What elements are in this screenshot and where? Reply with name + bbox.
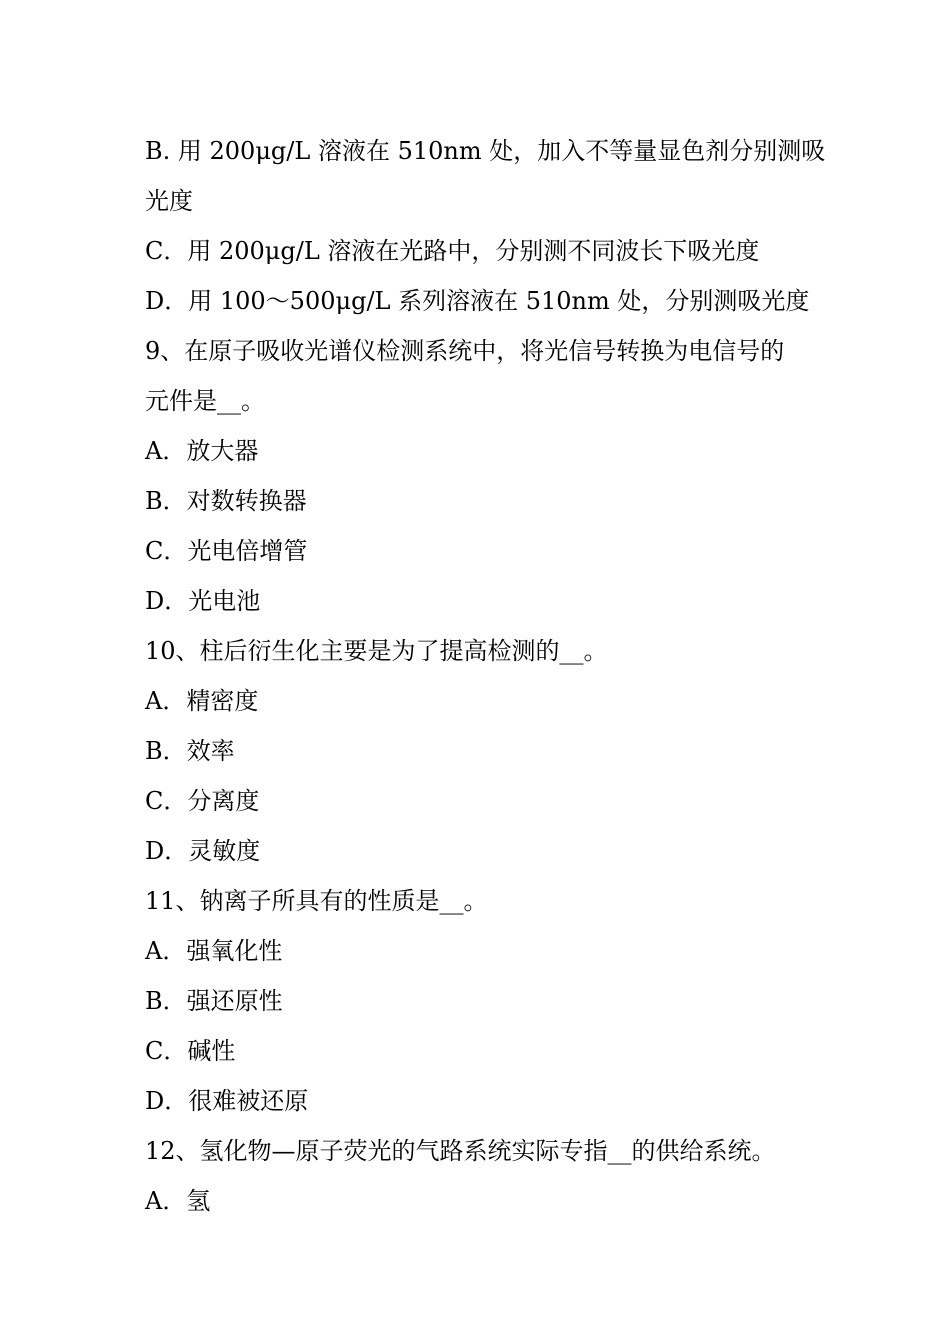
question-9-option-a: A．放大器 — [145, 437, 259, 465]
question-9-line1: 9、在原子吸收光谱仪检测系统中，将光信号转换为电信号的 — [145, 337, 785, 365]
question-10-option-b: B．效率 — [145, 737, 235, 765]
question-9-option-c: C．光电倍增管 — [145, 537, 308, 565]
option-c-text: C．用 200μg/L 溶液在光路中，分别测不同波长下吸光度 — [145, 237, 760, 265]
question-12: 12、氢化物—原子荧光的气路系统实际专指__的供给系统。 — [145, 1137, 776, 1165]
question-10: 10、柱后衍生化主要是为了提高检测的__。 — [145, 637, 608, 665]
question-11-option-a: A．强氧化性 — [145, 937, 283, 965]
question-12-option-a: A．氢 — [145, 1187, 211, 1215]
option-b-text-line1: B. 用 200μg/L 溶液在 510nm 处，加入不等量显色剂分别测吸 — [145, 137, 826, 165]
option-b-text-line2: 光度 — [145, 187, 193, 215]
question-9-option-d: D．光电池 — [145, 587, 261, 615]
question-11: 11、钠离子所具有的性质是__。 — [145, 887, 488, 915]
question-11-option-d: D．很难被还原 — [145, 1087, 309, 1115]
question-10-option-c: C．分离度 — [145, 787, 260, 815]
question-10-option-a: A．精密度 — [145, 687, 259, 715]
document-body — [145, 126, 826, 1226]
question-10-option-d: D．灵敏度 — [145, 837, 261, 865]
question-11-option-c: C．碱性 — [145, 1037, 236, 1065]
question-9-line2: 元件是__。 — [145, 387, 265, 415]
question-11-option-b: B．强还原性 — [145, 987, 283, 1015]
question-9-option-b: B．对数转换器 — [145, 487, 307, 515]
option-d-text: D．用 100～500μg/L 系列溶液在 510nm 处，分别测吸光度 — [145, 287, 810, 315]
